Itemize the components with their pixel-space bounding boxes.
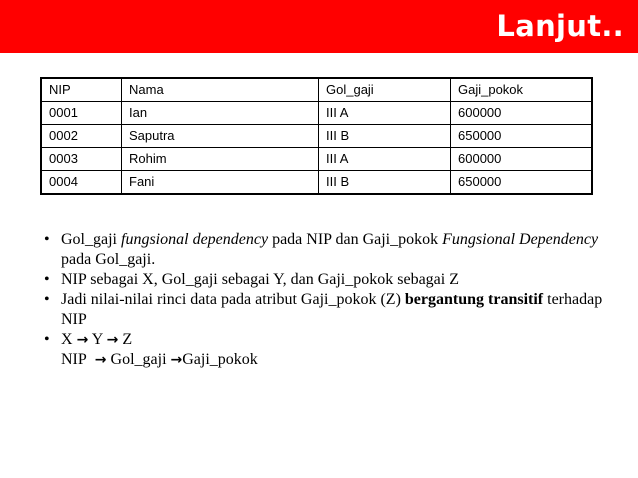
- column-header: Gaji_pokok: [451, 78, 593, 102]
- table-row: [41, 102, 592, 125]
- table-cell: 0002: [41, 125, 122, 148]
- table-cell: Saputra: [122, 125, 319, 148]
- bullet-item: • Jadi nilai-nilai rinci data pada atribut Gaji_pokok (Z) bergantung transitif terhadap NIP: [44, 291, 603, 328]
- table-cell: Rohim: [122, 148, 319, 171]
- table-cell: III B: [319, 125, 451, 148]
- table-cell: III B: [319, 171, 451, 195]
- arrow-right-icon: →: [106, 332, 119, 348]
- table-cell: III A: [319, 148, 451, 171]
- table-cell: 0003: [41, 148, 122, 171]
- table-cell: Fani: [122, 171, 319, 195]
- bullet-item: • NIP sebagai X, Gol_gaji sebagai Y, dan Gaji_pokok sebagai Z: [44, 271, 459, 288]
- table-cell: 0001: [41, 102, 122, 125]
- bullet-item: • Gol_gaji fungsional dependency pada NIP dan Gaji_pokok Fungsional Dependency pada Gol_gaji.: [44, 231, 599, 268]
- table-row: [41, 148, 592, 171]
- data-table: [40, 77, 593, 195]
- table-cell: III A: [319, 102, 451, 125]
- bullet-marker: •: [44, 291, 50, 308]
- bullet-marker: •: [44, 271, 50, 288]
- bullet-marker: •: [44, 231, 50, 248]
- arrow-right-icon: →: [94, 352, 107, 368]
- table-cell: 650000: [451, 125, 593, 148]
- table-cell: Ian: [122, 102, 319, 125]
- table-header-row: [41, 78, 592, 102]
- table-cell: 650000: [451, 171, 593, 195]
- table-row: [41, 171, 592, 195]
- slide-title: Lanjut..: [496, 9, 624, 43]
- table-cell: 600000: [451, 102, 593, 125]
- bullet-item: • X → Y → Z NIP → Gol_gaji →Gaji_pokok: [44, 331, 258, 368]
- bullet-list: [44, 230, 604, 370]
- column-header: NIP: [41, 78, 122, 102]
- table-row: [41, 125, 592, 148]
- column-header: Nama: [122, 78, 319, 102]
- table-cell: 0004: [41, 171, 122, 195]
- bullet-marker: •: [44, 331, 50, 348]
- table-cell: 600000: [451, 148, 593, 171]
- arrow-right-icon: →: [76, 332, 89, 348]
- column-header: Gol_gaji: [319, 78, 451, 102]
- arrow-right-icon: →: [170, 352, 183, 368]
